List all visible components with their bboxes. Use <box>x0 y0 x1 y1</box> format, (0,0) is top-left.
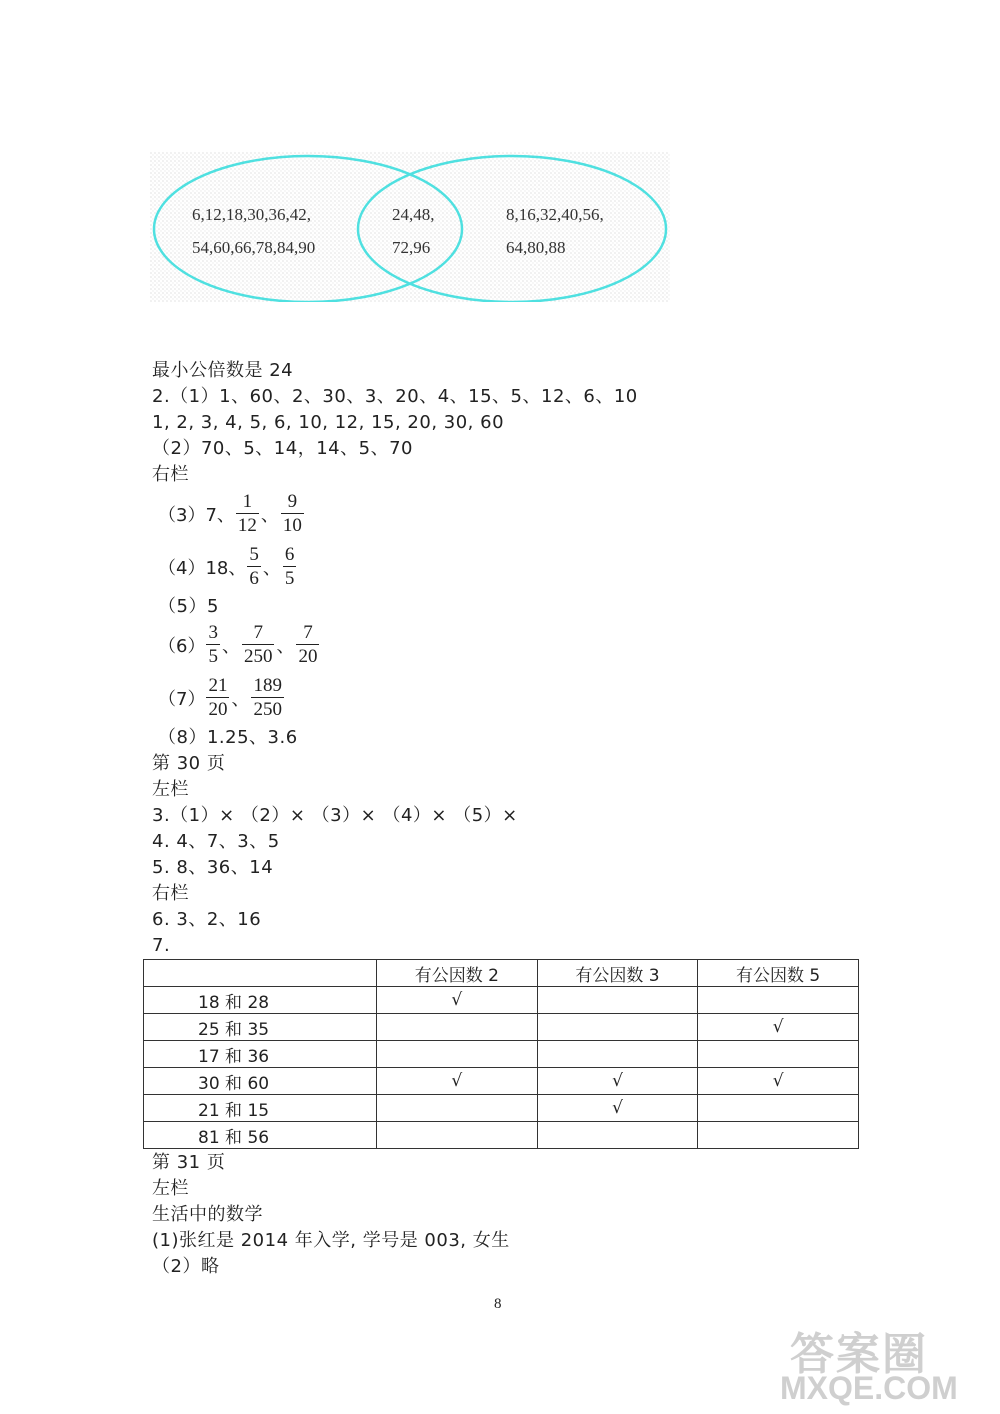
numerator: 9 <box>281 490 304 514</box>
denominator: 12 <box>237 515 257 536</box>
numerator: 7 <box>242 621 275 645</box>
check-cell <box>537 1122 698 1149</box>
denominator: 20 <box>208 699 228 720</box>
number-pair-cell: 30 和 60 <box>144 1068 377 1095</box>
answer-5: （5）5 <box>158 596 219 617</box>
check-cell: √ <box>377 987 538 1014</box>
answer-3-label: （3）7、 <box>158 504 235 526</box>
answer-3-list: 3.（1）× （2）× （3）× （4）× （5）× <box>152 805 518 826</box>
venn-left-text-1: 6,12,18,30,36,42, <box>192 205 311 224</box>
answer-4 <box>158 543 297 590</box>
fraction <box>281 490 304 537</box>
separator: 、 <box>262 557 281 579</box>
denominator: 5 <box>208 646 218 667</box>
numerator: 21 <box>208 675 228 696</box>
table-row <box>144 1014 859 1041</box>
page-31-heading: 第 31 页 <box>152 1152 226 1173</box>
denominator: 5 <box>284 568 295 589</box>
denominator: 10 <box>282 515 302 536</box>
table-header-cell: 有公因数 2 <box>377 960 538 987</box>
numerator: 6 <box>284 544 295 565</box>
number-pair-cell: 18 和 28 <box>144 987 377 1014</box>
venn-left-text-2: 54,60,66,78,84,90 <box>192 238 316 257</box>
check-cell: √ <box>537 1095 698 1122</box>
check-cell: √ <box>537 1068 698 1095</box>
watermark-logo <box>780 1318 995 1408</box>
common-factor-table <box>143 959 859 1149</box>
numerator: 3 <box>208 622 218 643</box>
check-cell: √ <box>698 1014 859 1041</box>
left-column-heading: 左栏 <box>152 779 189 800</box>
answer-life-2: （2）略 <box>152 1256 220 1277</box>
table-row <box>144 1041 859 1068</box>
numerator: 189 <box>253 675 282 696</box>
check-cell <box>698 987 859 1014</box>
answer-7-heading: 7. <box>152 935 171 956</box>
fraction <box>283 543 297 590</box>
right-column-heading-2: 右栏 <box>152 883 189 904</box>
separator: 、 <box>276 635 295 657</box>
numerator: 1 <box>236 490 259 514</box>
check-cell <box>698 1095 859 1122</box>
fraction <box>251 674 284 721</box>
separator: 、 <box>221 635 240 657</box>
answer-2-1: 2.（1）1、60、2、30、3、20、4、15、5、12、6、10 <box>152 386 638 407</box>
answer-life-1: (1)张红是 2014 年入学, 学号是 003, 女生 <box>152 1230 510 1251</box>
answer-7 <box>158 674 285 721</box>
denominator: 250 <box>243 646 273 667</box>
answer-2-1-list: 1, 2, 3, 4, 5, 6, 10, 12, 15, 20, 30, 60 <box>152 412 505 433</box>
check-cell: √ <box>698 1068 859 1095</box>
venn-right-text-2: 64,80,88 <box>506 238 566 257</box>
check-cell <box>537 987 698 1014</box>
table-row <box>144 1068 859 1095</box>
table-row <box>144 1095 859 1122</box>
number-pair-cell: 17 和 36 <box>144 1041 377 1068</box>
denominator: 250 <box>253 699 282 720</box>
answer-6 <box>158 621 320 668</box>
number-pair-cell: 81 和 56 <box>144 1122 377 1149</box>
denominator: 20 <box>298 646 318 667</box>
page-number: 8 <box>494 1296 502 1312</box>
answer-6-list: 6. 3、2、16 <box>152 909 262 930</box>
number-pair-cell: 25 和 35 <box>144 1014 377 1041</box>
fraction <box>206 674 229 721</box>
answer-7-label: （7） <box>158 688 206 710</box>
table-row <box>144 1122 859 1149</box>
answer-5-list: 5. 8、36、14 <box>152 857 274 878</box>
page-30-heading: 第 30 页 <box>152 753 226 774</box>
table-header-cell: 有公因数 5 <box>698 960 859 987</box>
denominator: 6 <box>249 568 259 589</box>
watermark-url: MXQE.COM <box>780 1370 958 1406</box>
numerator: 5 <box>249 544 259 565</box>
lcm-line: 最小公倍数是 24 <box>152 360 294 381</box>
table-header-row <box>144 960 859 987</box>
venn-mid-text-1: 24,48, <box>392 205 435 224</box>
table-row <box>144 987 859 1014</box>
check-cell <box>377 1122 538 1149</box>
answer-4-label: （4）18、 <box>158 557 247 579</box>
check-cell <box>698 1122 859 1149</box>
fraction <box>242 621 275 668</box>
separator: 、 <box>260 504 279 526</box>
number-pair-cell: 21 和 15 <box>144 1095 377 1122</box>
fraction <box>247 543 261 590</box>
table-header-cell <box>144 960 377 987</box>
math-in-life-heading: 生活中的数学 <box>152 1204 263 1225</box>
fraction <box>296 621 319 668</box>
venn-mid-text-2: 72,96 <box>392 238 431 257</box>
check-cell: √ <box>377 1068 538 1095</box>
watermark-text: 答案圈 <box>790 1329 928 1380</box>
venn-diagram <box>150 152 670 302</box>
check-cell <box>377 1041 538 1068</box>
separator: 、 <box>231 688 250 710</box>
fraction <box>236 490 259 537</box>
fraction <box>206 621 220 668</box>
check-cell <box>537 1041 698 1068</box>
table-header-cell: 有公因数 3 <box>537 960 698 987</box>
check-cell <box>698 1041 859 1068</box>
check-cell <box>377 1095 538 1122</box>
answer-3 <box>158 490 305 537</box>
left-column-heading-2: 左栏 <box>152 1178 189 1199</box>
answer-6-label: （6） <box>158 635 206 657</box>
answer-4-list: 4. 4、7、3、5 <box>152 831 280 852</box>
right-column-heading: 右栏 <box>152 464 189 485</box>
check-cell <box>537 1014 698 1041</box>
answer-2-2: （2）70、5、14，14、5、70 <box>152 438 413 459</box>
answer-8: （8）1.25、3.6 <box>158 727 298 748</box>
check-cell <box>377 1014 538 1041</box>
venn-right-text-1: 8,16,32,40,56, <box>506 205 604 224</box>
numerator: 7 <box>296 621 319 645</box>
